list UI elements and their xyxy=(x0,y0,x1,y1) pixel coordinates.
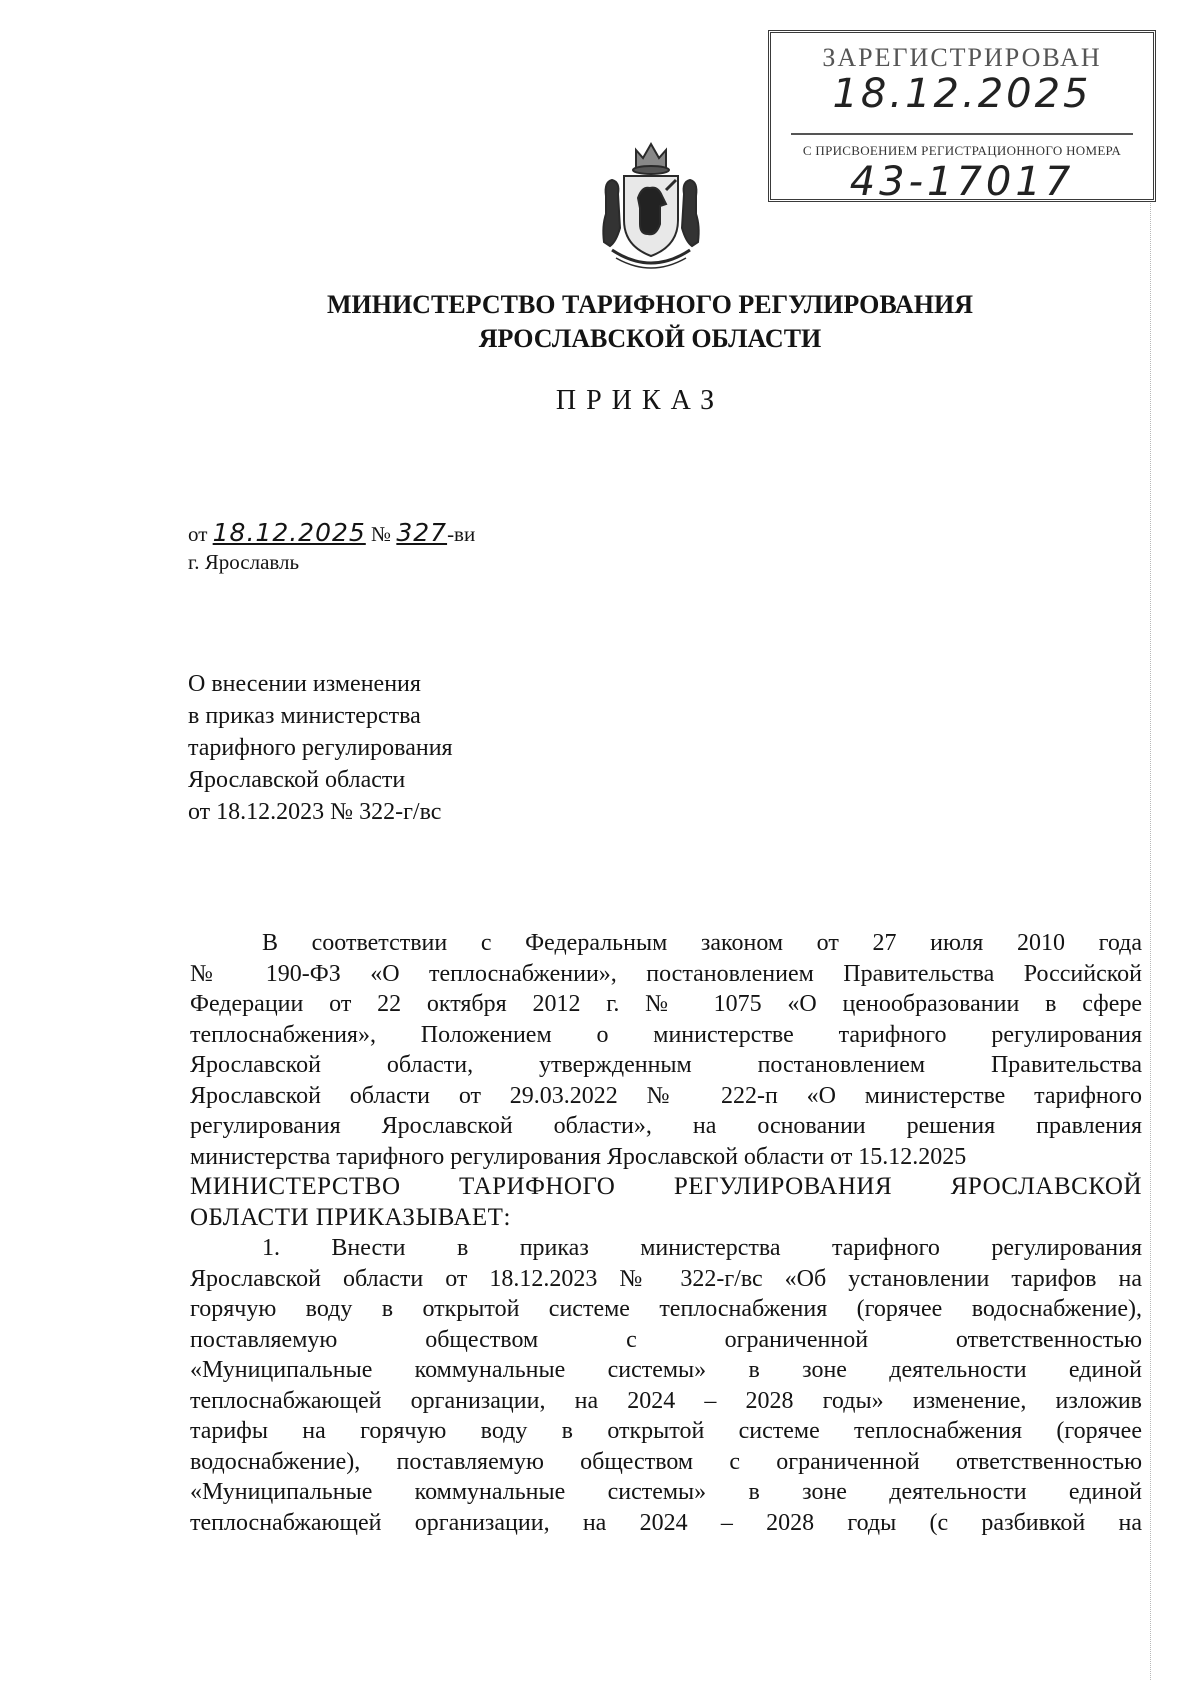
stamp-number: 43-17017 xyxy=(849,159,1075,205)
body-line: В соответствии с Федеральным законом от 27 июля 2010 года xyxy=(262,930,1142,956)
order-date-prefix: от xyxy=(188,522,208,546)
subject-line: в приказ министерства xyxy=(188,703,421,729)
order-number: 327 xyxy=(396,518,448,547)
body-line: ОБЛАСТИ ПРИКАЗЫВАЕТ: xyxy=(190,1203,511,1231)
body-line: Ярославской области от 18.12.2023 № 322-г/вс «Об установлении тарифов на xyxy=(190,1265,1142,1292)
body-line: тарифы на горячую воду в открытой системе теплоснабжения (горячее xyxy=(190,1418,1142,1444)
ministry-title-line1: МИНИСТЕРСТВО ТАРИФНОГО РЕГУЛИРОВАНИЯ xyxy=(326,290,974,319)
stamp-divider xyxy=(791,133,1133,135)
body-line: регулирования Ярославской области», на основании решения правления xyxy=(190,1113,1142,1139)
coat-of-arms-icon xyxy=(586,138,716,278)
stamp-title: ЗАРЕГИСТРИРОВАН xyxy=(822,43,1102,72)
document-type: ПРИКАЗ xyxy=(555,385,725,416)
body-line: горячую воду в открытой системе теплоснабжения (горячее водоснабжение), xyxy=(190,1296,1142,1322)
stamp-date: 18.12.2025 xyxy=(832,71,1092,117)
body-line: «Муниципальные коммунальные системы» в зоне деятельности единой xyxy=(190,1479,1142,1505)
body-line: теплоснабжающей организации, на 2024 – 2028 годы» изменение, изложив xyxy=(190,1387,1142,1414)
body-line: МИНИСТЕРСТВО ТАРИФНОГО РЕГУЛИРОВАНИЯ ЯРОСЛАВСКОЙ xyxy=(190,1173,1142,1200)
subject-line: Ярославской области xyxy=(188,767,406,793)
subject-line: О внесении изменения xyxy=(188,671,421,697)
order-body xyxy=(190,928,1142,1538)
body-line: теплоснабжения», Положением о министерстве тарифного регулирования xyxy=(190,1021,1142,1048)
registration-stamp xyxy=(768,30,1156,205)
stamp-subtitle: С ПРИСВОЕНИЕМ РЕГИСТРАЦИОННОГО НОМЕРА xyxy=(802,143,1122,158)
body-line: Ярославской области, утвержденным постановлением Правительства xyxy=(190,1052,1142,1078)
body-line: теплоснабжающей организации, на 2024 – 2028 годы (с разбивкой на xyxy=(190,1509,1142,1536)
body-line: № 190-ФЗ «О теплоснабжении», постановлением Правительства Российской xyxy=(190,960,1142,987)
body-line: министерства тарифного регулирования Ярославской области от 15.12.2025 xyxy=(190,1143,967,1170)
order-date: 18.12.2025 xyxy=(212,518,366,547)
subject-line: тарифного регулирования xyxy=(188,735,453,761)
body-line: 1. Внести в приказ министерства тарифного регулирования xyxy=(262,1235,1142,1261)
order-number-line xyxy=(188,518,475,547)
order-city: г. Ярославль xyxy=(188,550,300,574)
body-line: Федерации от 22 октября 2012 г. № 1075 «О ценообразовании в сфере xyxy=(190,991,1142,1017)
order-subject xyxy=(188,668,453,828)
order-num-sign: № xyxy=(371,522,392,546)
body-line: Ярославской области от 29.03.2022 № 222-п «О министерстве тарифного xyxy=(190,1082,1142,1109)
order-suffix: -ви xyxy=(447,522,476,546)
subject-line: от 18.12.2023 № 322-г/вс xyxy=(188,799,442,825)
body-line: поставляемую обществом с ограниченной ответственностью xyxy=(190,1326,1142,1353)
body-line: «Муниципальные коммунальные системы» в зоне деятельности единой xyxy=(190,1357,1142,1383)
ministry-title-line2: ЯРОСЛАВСКОЙ ОБЛАСТИ xyxy=(478,324,822,353)
scan-edge-line xyxy=(1150,150,1151,1680)
body-line: водоснабжение), поставляемую обществом с ограниченной ответственностью xyxy=(190,1448,1142,1475)
